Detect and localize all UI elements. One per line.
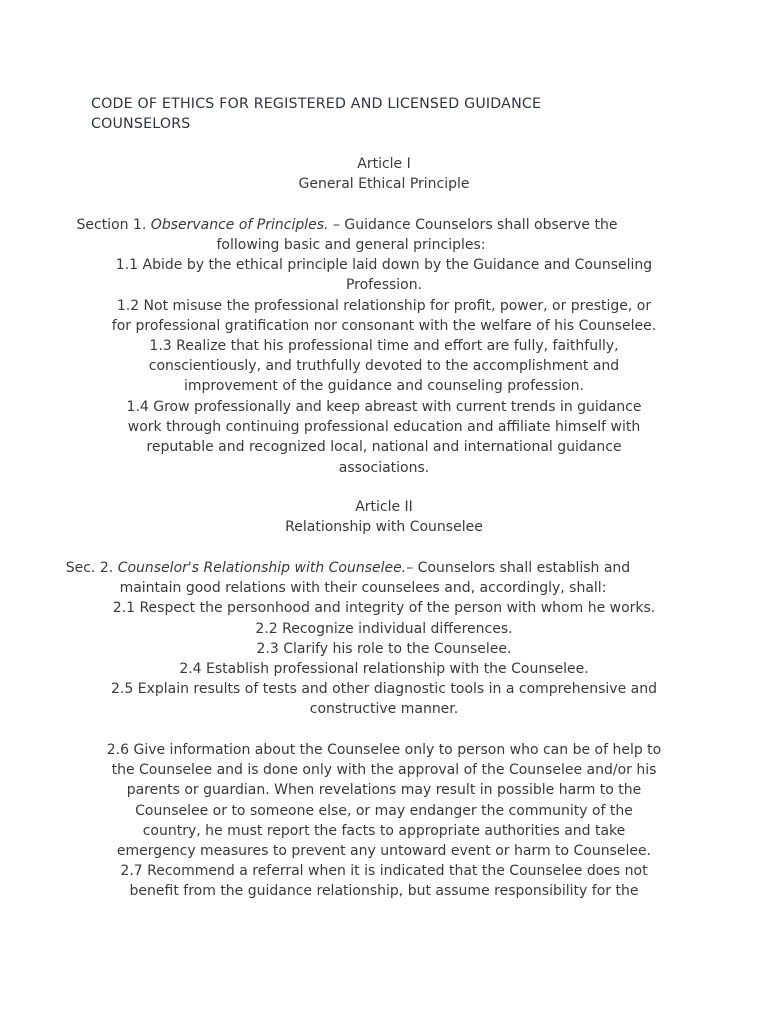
item-2-6 [0, 740, 768, 861]
section-title: Observance of Principles. [150, 217, 329, 233]
item-line: 1.4 Grow professionally and keep abreast with current trends in guidance [126, 399, 642, 415]
article-title: General Ethical Principle [298, 176, 470, 193]
section-intro-line: maintain good relations with their counselees and, accordingly, shall: [119, 580, 607, 596]
item-line: country, he must report the facts to appropriate authorities and take [142, 822, 626, 839]
title-line: CODE OF ETHICS FOR REGISTERED AND LICENSED GUIDANCE [91, 96, 542, 112]
item-line: 2.1 Respect the personhood and integrity of the person with whom he works. [112, 600, 656, 616]
section-text: – Guidance Counselors shall observe the [328, 217, 618, 233]
item-2-2 [0, 619, 768, 639]
item-2-3 [0, 639, 768, 659]
section-intro-line [0, 558, 732, 578]
item-line: 1.1 Abide by the ethical principle laid down by the Guidance and Counseling [115, 257, 653, 273]
section-1-intro [0, 215, 731, 235]
item-1-4 [0, 397, 768, 478]
section-prefix: Section 1. [76, 217, 151, 233]
section-1-intro-cont [0, 235, 735, 255]
item-line: 2.5 Explain results of tests and other diagnostic tools in a comprehensive and [111, 681, 657, 697]
item-line: parents or guardian. When revelations may result in possible harm to the [126, 782, 642, 799]
section-intro-line [0, 215, 731, 235]
item-line: 2.2 Recognize individual differences. [255, 621, 513, 637]
article-2-heading [0, 497, 768, 537]
item-line: Counselee or to someone else, or may endanger the community of the [135, 802, 633, 819]
item-line: work through continuing professional education and affiliate himself with [127, 419, 641, 436]
document-title [91, 94, 651, 134]
item-1-2 [0, 296, 768, 336]
item-line: improvement of the guidance and counseling profession. [183, 378, 584, 395]
item-line: associations. [338, 459, 430, 476]
article-1-heading [0, 154, 768, 194]
item-2-5 [0, 679, 768, 719]
article-number: Article I [357, 156, 411, 172]
item-line: Profession. [345, 277, 423, 294]
item-line: 1.3 Realize that his professional time and effort are fully, faithfully, [149, 338, 619, 354]
item-line: 2.7 Recommend a referral when it is indicated that the Counselee does not [120, 863, 648, 879]
item-line: emergency measures to prevent any untoward event or harm to Counselee. [116, 843, 652, 860]
item-1-3 [0, 336, 768, 397]
item-1-1 [0, 255, 768, 295]
item-line: 2.3 Clarify his role to the Counselee. [256, 641, 512, 657]
item-line: reputable and recognized local, national and international guidance [146, 439, 622, 456]
item-2-7 [0, 861, 768, 901]
section-text: – Counselors shall establish and [406, 560, 631, 576]
item-line: the Counselee and is done only with the approval of the Counselee and/or his [111, 762, 657, 779]
section-title: Counselor's Relationship with Counselee. [117, 560, 407, 576]
section-prefix: Sec. 2. [65, 560, 118, 576]
section-intro-line: following basic and general principles: [216, 237, 486, 253]
item-2-1 [0, 598, 768, 618]
item-line: 2.6 Give information about the Counselee only to person who can be of help to [106, 742, 662, 758]
article-title: Relationship with Counselee [285, 519, 483, 536]
section-2-intro [0, 558, 732, 578]
section-2-intro-cont [0, 578, 747, 598]
article-number: Article II [355, 499, 413, 515]
title-line: COUNSELORS [91, 116, 191, 132]
item-line: 1.2 Not misuse the professional relationship for profit, power, or prestige, or [116, 298, 652, 314]
item-line: conscientiously, and truthfully devoted to the accomplishment and [148, 358, 620, 375]
item-line: constructive manner. [309, 701, 459, 718]
item-line: 2.4 Establish professional relationship with the Counselee. [179, 661, 589, 677]
item-line: benefit from the guidance relationship, but assume responsibility for the [129, 883, 639, 900]
item-2-4 [0, 659, 768, 679]
item-line: for professional gratification nor consonant with the welfare of his Counselee. [111, 318, 657, 335]
